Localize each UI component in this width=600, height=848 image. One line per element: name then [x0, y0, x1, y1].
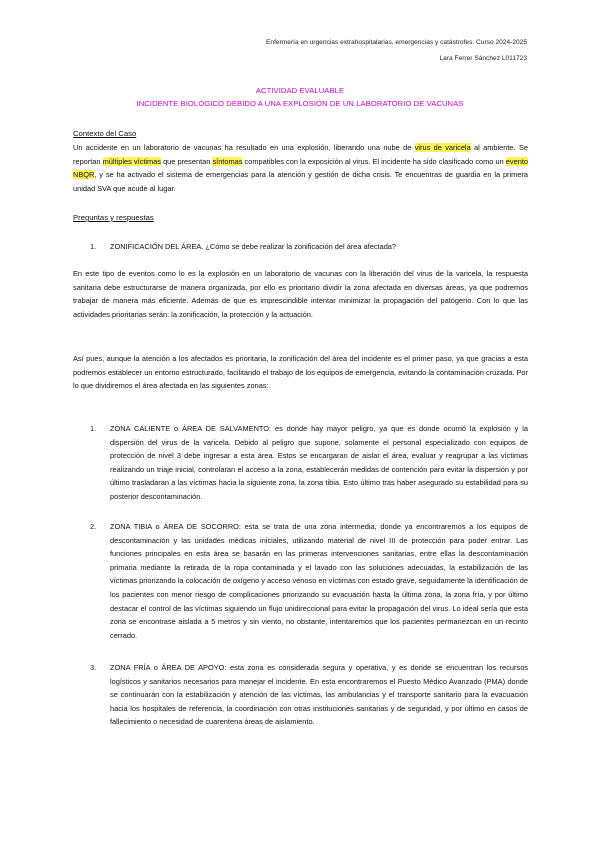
context-text: compatibles con la exposición al virus. El incidente ha sido clasificado como un — [242, 156, 506, 166]
context-text: Un accidente en un laboratorio de vacunas ha resultado en una explosión, liberando una nube de — [73, 143, 415, 152]
zone-text: ZONA CALIENTE o ÁREA DE SALVAMENTO: es donde hay mayor peligro, ya que es donde ocurrió la explosión y la dispersión del virus de la varicela. Debido al peligro que supone, solamente el personal especializado con equipos de protección de nivel 3 debe ingresar a esta área. Estos se encargaran de aislar el área, evaluar y reagrupar a las víctimas realizando un triaje inicial, controlaran el acceso a la zona, establecerán medidas de contención para evitar la dispersión y por último trasladaran a las víctimas hacia la siguiente zona, la zona tibia. Esto último tras haber asegurado su estabilidad para su posterior descontaminación. — [110, 424, 528, 501]
highlight-event: evento NBQR — [73, 156, 528, 180]
question-number: 1. — [90, 242, 97, 251]
zone-number: 2. — [90, 522, 97, 531]
question-1 — [90, 242, 396, 251]
context-text: al ambiente. Se reportan — [73, 143, 528, 166]
zone-number: 1. — [90, 424, 97, 433]
answer-paragraph-1: En este tipo de eventos como lo es la explosión en un laboratorio de vacunas con la liberación del virus de la varicela, la respuesta sanitaria debe estructurarse de manera organizada, por ello es prioritario dividir la zona afectada en diversas áreas, ya que podremos trabajar de manera más eficiente. Además de que es imprescindible intentar minimizar la propagación del patógeno. Con lo que las actividades prioritarias serán: la zonificación, la protección y la actuación. — [73, 269, 528, 319]
header-course: Enfermería en urgencias extrahospitalarias, emergencias y catástrofes. Curso 2024-2025 — [266, 39, 527, 46]
incident-title: INCIDENTE BIOLÓGICO DEBIDO A UNA EXPLOSIÓN DE UN LABORATORIO DE VACUNAS — [136, 99, 464, 108]
header-author: Lara Ferrer Sánchez L011723 — [439, 55, 527, 62]
activity-title: ACTIVIDAD EVALUABLE — [255, 86, 345, 95]
zone-item-cold — [90, 661, 528, 729]
answer-paragraph-2: Así pues, aunque la atención a los afectados es prioritaria, la zonificación del área del incidente es el primer paso, ya que gracias a esta podremos establecer un entorno estructurado, facilitando el trabajo de los equipos de emergencia, evitando la contaminación cruzada. Por lo que dividiremos el área afectada en las siguientes zonas: — [73, 354, 528, 391]
context-text: , y se ha activado el sistema de emergencias para la atención y gestión de dicha crisis. Te encuentras de guardia en la primera unidad SVA que acude al lugar. — [73, 170, 528, 193]
context-paragraph — [73, 141, 528, 195]
zone-item-warm — [90, 520, 528, 642]
questions-heading: Preguntas y respuestas — [73, 213, 154, 222]
highlight-symptoms: síntomas — [212, 156, 243, 166]
highlight-virus: virus de varicela — [414, 143, 471, 152]
context-heading: Contexto del Caso — [73, 129, 137, 138]
question-text: ZONIFICACIÓN DEL ÁREA. ¿Cómo se debe realizar la zonificación del área afectada? — [110, 242, 397, 251]
zone-text: ZONA TIBIA o ÁREA DE SOCORRO: esta se trata de una zona intermedia, donde ya encontraremos a los equipos de descontaminación y las unidades médicas iniciales, utilizando material de nivel III de protección para poder entrar. Las funciones principales en esta área se basarán en las primeras intervenciones sanitarias, entre ellas la descontaminación primaria mediante la retirada de la ropa contaminada y el lavado con las soluciones adecuadas, la estabilización de las víctimas priorizando la colocación de oxígeno y acceso venoso en víctimas con estado grave, seguidamente la identificación de los pacientes con menor riesgo de complicaciones priorizando su evacuación hasta la última zona, la zona fría, y por último destacar el control de las víctimas siguiendo un flujo unidireccional para evitar la propagación del virus. Lo ideal sería que esta zona se encontrase aislada a 5 metros y sin viento, no obstante, intentaremos que los pacientes permanezcan en un recinto cerrado. — [110, 522, 528, 640]
zone-text: ZONA FRÍA o ÁREA DE APOYO: esta zona es considerada segura y operativa, y es donde se encuentran los recursos logísticos y sanitarios necesarios para manejar el incidente. En esta encontraremos el Puesto Médico Avanzado (PMA) donde se continuarán con la estabilización y atención de las víctimas, las ambulancias y el transporte sanitario para la evacuación hacia los hospitales de referencia, la coordinación con otras instituciones sanitarias y de seguridad, y por último en casos de fallecimiento o necesidad de cuarentena áreas de aislamiento. — [110, 663, 528, 727]
zone-number: 3. — [90, 663, 97, 672]
zone-item-hot — [90, 422, 528, 504]
highlight-victims: múltiples víctimas — [102, 156, 161, 166]
context-text: que presentan — [160, 156, 213, 166]
